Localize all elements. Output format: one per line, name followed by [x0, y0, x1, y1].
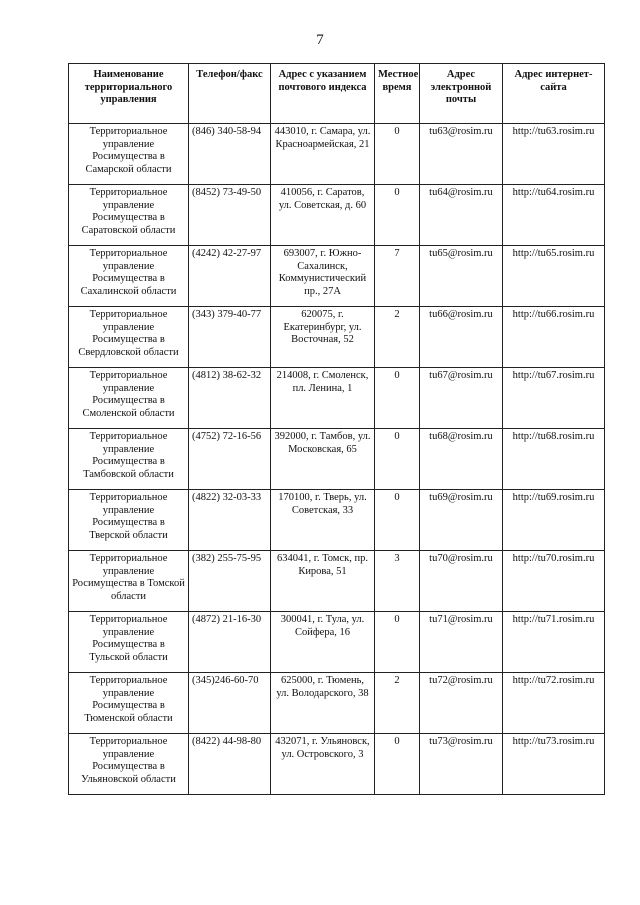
office-address: 410056, г. Саратов, ул. Советская, д. 60	[271, 185, 375, 246]
office-email-link[interactable]: tu67@rosim.ru	[420, 368, 503, 429]
office-website-link[interactable]: http://tu73.rosim.ru	[503, 734, 605, 795]
header-address: Адрес с указанием почтового индекса	[271, 64, 375, 124]
table-row	[69, 673, 605, 734]
office-email-link[interactable]: tu72@rosim.ru	[420, 673, 503, 734]
office-address: 634041, г. Томск, пр. Кирова, 51	[271, 551, 375, 612]
office-website-link[interactable]: http://tu63.rosim.ru	[503, 124, 605, 185]
office-website-link[interactable]: http://tu68.rosim.ru	[503, 429, 605, 490]
office-phone: (4872) 21-16-30	[189, 612, 271, 673]
office-email-link[interactable]: tu66@rosim.ru	[420, 307, 503, 368]
office-phone: (4812) 38-62-32	[189, 368, 271, 429]
table-row	[69, 734, 605, 795]
office-name: Территориальное управление Росимущества в Тульской области	[69, 612, 189, 673]
office-local-time: 2	[375, 673, 420, 734]
office-name: Территориальное управление Росимущества в Саратовской области	[69, 185, 189, 246]
office-website-link[interactable]: http://tu65.rosim.ru	[503, 246, 605, 307]
header-name: Наименование территориального управления	[69, 64, 189, 124]
table-header-row	[69, 64, 605, 124]
header-site: Адрес интернет-сайта	[503, 64, 605, 124]
office-address: 443010, г. Самара, ул. Красноармейская, 21	[271, 124, 375, 185]
office-name: Территориальное управление Росимущества в Свердловской области	[69, 307, 189, 368]
office-local-time: 0	[375, 124, 420, 185]
table-row	[69, 368, 605, 429]
office-email-link[interactable]: tu63@rosim.ru	[420, 124, 503, 185]
office-email-link[interactable]: tu73@rosim.ru	[420, 734, 503, 795]
office-email-link[interactable]: tu65@rosim.ru	[420, 246, 503, 307]
office-website-link[interactable]: http://tu69.rosim.ru	[503, 490, 605, 551]
office-phone: (382) 255-75-95	[189, 551, 271, 612]
office-address: 625000, г. Тюмень, ул. Володарского, 38	[271, 673, 375, 734]
office-local-time: 0	[375, 429, 420, 490]
office-local-time: 0	[375, 368, 420, 429]
office-local-time: 0	[375, 612, 420, 673]
office-phone: (4242) 42-27-97	[189, 246, 271, 307]
office-local-time: 0	[375, 185, 420, 246]
office-address: 620075, г. Екатеринбург, ул. Восточная, 52	[271, 307, 375, 368]
page-number: 7	[316, 32, 324, 48]
table-row	[69, 551, 605, 612]
office-email-link[interactable]: tu69@rosim.ru	[420, 490, 503, 551]
table-row	[69, 124, 605, 185]
office-address: 432071, г. Ульяновск, ул. Островского, 3	[271, 734, 375, 795]
header-email: Адрес электронной почты	[420, 64, 503, 124]
office-name: Территориальное управление Росимущества в Смоленской области	[69, 368, 189, 429]
office-name: Территориальное управление Росимущества в Томской области	[69, 551, 189, 612]
office-email-link[interactable]: tu64@rosim.ru	[420, 185, 503, 246]
office-website-link[interactable]: http://tu70.rosim.ru	[503, 551, 605, 612]
header-time: Местное время	[375, 64, 420, 124]
office-phone: (846) 340-58-94	[189, 124, 271, 185]
table-row	[69, 429, 605, 490]
office-website-link[interactable]: http://tu64.rosim.ru	[503, 185, 605, 246]
office-email-link[interactable]: tu71@rosim.ru	[420, 612, 503, 673]
office-name: Территориальное управление Росимущества в Тюменской области	[69, 673, 189, 734]
office-address: 214008, г. Смоленск, пл. Ленина, 1	[271, 368, 375, 429]
office-phone: (343) 379-40-77	[189, 307, 271, 368]
table-row	[69, 185, 605, 246]
office-website-link[interactable]: http://tu72.rosim.ru	[503, 673, 605, 734]
office-local-time: 0	[375, 734, 420, 795]
table-row	[69, 490, 605, 551]
office-local-time: 7	[375, 246, 420, 307]
office-website-link[interactable]: http://tu71.rosim.ru	[503, 612, 605, 673]
office-name: Территориальное управление Росимущества в Тверской области	[69, 490, 189, 551]
office-address: 392000, г. Тамбов, ул. Московская, 65	[271, 429, 375, 490]
office-local-time: 0	[375, 490, 420, 551]
header-phone: Телефон/факс	[189, 64, 271, 124]
office-website-link[interactable]: http://tu66.rosim.ru	[503, 307, 605, 368]
office-email-link[interactable]: tu68@rosim.ru	[420, 429, 503, 490]
office-name: Территориальное управление Росимущества в Сахалинской области	[69, 246, 189, 307]
office-local-time: 3	[375, 551, 420, 612]
office-phone: (4822) 32-03-33	[189, 490, 271, 551]
table-row	[69, 612, 605, 673]
office-address: 300041, г. Тула, ул. Сойфера, 16	[271, 612, 375, 673]
office-phone: (4752) 72-16-56	[189, 429, 271, 490]
office-local-time: 2	[375, 307, 420, 368]
office-email-link[interactable]: tu70@rosim.ru	[420, 551, 503, 612]
office-phone: (8422) 44-98-80	[189, 734, 271, 795]
territorial-offices-table	[68, 63, 605, 795]
office-name: Территориальное управление Росимущества в Самарской области	[69, 124, 189, 185]
office-phone: (345)246-60-70	[189, 673, 271, 734]
office-phone: (8452) 73-49-50	[189, 185, 271, 246]
table-row	[69, 307, 605, 368]
office-name: Территориальное управление Росимущества в Тамбовской области	[69, 429, 189, 490]
office-name: Территориальное управление Росимущества в Ульяновской области	[69, 734, 189, 795]
office-address: 693007, г. Южно-Сахалинск, Коммунистический пр., 27А	[271, 246, 375, 307]
office-address: 170100, г. Тверь, ул. Советская, 33	[271, 490, 375, 551]
office-website-link[interactable]: http://tu67.rosim.ru	[503, 368, 605, 429]
table-row	[69, 246, 605, 307]
